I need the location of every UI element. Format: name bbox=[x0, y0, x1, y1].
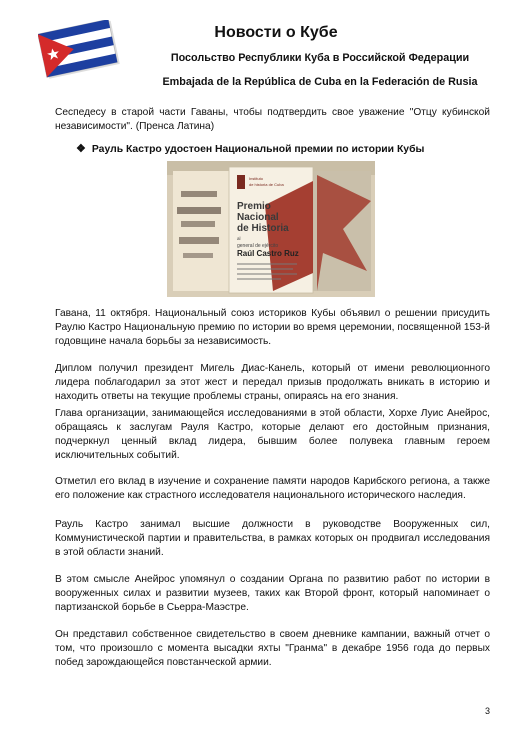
article-paragraph: Рауль Кастро занимал высшие должности в руководстве Вооруженных сил, Коммунистической партии и правительства, в рамках которых он продвигал исследования в этой области знаний. bbox=[55, 519, 490, 558]
article-paragraph: В этом смысле Анейрос упомянул о создании Органа по развитию работ по истории в вооруженных силах и развитии музеев, таких как Второй фронт, который напоминает о партизанской борьбе в Сьерра-Маэстре. bbox=[55, 574, 490, 613]
embassy-name-es: Embajada de la República de Cuba en la Federación de Rusia bbox=[162, 76, 478, 88]
book-laureate-name: Raúl Castro Ruz bbox=[237, 249, 299, 258]
embassy-name-ru: Посольство Республики Куба в Российской Федерации bbox=[170, 52, 470, 64]
book-small-word: al bbox=[237, 236, 241, 241]
intro-paragraph: Сеспедесу в старой части Гаваны, чтобы подтвердить свое уважение "Отцу кубинской независимости". (Пренса Латина) bbox=[55, 107, 490, 132]
book-title-line2: Nacional bbox=[237, 212, 279, 223]
article-paragraph: Диплом получил президент Мигель Диас-Канель, который от имени революционного лидера поблагодарил за этот жест и передал призыв продолжать вникать в историю и находить ответы на текущие проблемы страны, опираясь на его знания. bbox=[55, 363, 490, 402]
article-paragraph: Гавана, 11 октября. Национальный союз историков Кубы объявил о решении присудить Раулю Кастро Национальную премию по истории во время церемонии, посвященной 153-й годовщине начала борьбы за независимость. bbox=[55, 308, 490, 347]
article-heading-text: Рауль Кастро удостоен Национальной премии по истории Кубы bbox=[91, 144, 425, 155]
article-heading bbox=[76, 142, 424, 155]
article-paragraph: Глава организации, занимающейся исследованиями в этой области, Хорхе Луис Анейрос, обращаясь к заслугам Рауля Кастро, которые делают его достойным признания, подчеркнул ценный вклад лидера, бывшим более полувека главным героем исключительных событий. bbox=[55, 408, 490, 461]
article-paragraph: Он представил собственное свидетельство в своем дневнике кампании, важный отчет о том, что произошло с момента высадки яхты "Гранма" в декабре 1956 года до первых побед зарождающейся повстанческой армии. bbox=[55, 629, 490, 668]
article-paragraph: Отметил его вклад в изучение и сохранение памяти народов Карибского региона, а также его положение как страстного исследователя национального исторического наследия. bbox=[55, 476, 490, 501]
book-institute-line1: Instituto bbox=[249, 176, 264, 181]
page-number: 3 bbox=[484, 706, 490, 716]
book-institute-line2: de historia de Cuba bbox=[249, 182, 284, 187]
book-title-line1: Premio bbox=[237, 201, 271, 212]
book-title-line3: de Historia bbox=[237, 223, 289, 234]
article-photo bbox=[167, 161, 375, 297]
diamond-bullet-icon: ❖ bbox=[76, 143, 86, 155]
page-title: Новости о Кубе bbox=[214, 24, 338, 41]
book-rank: general de ejército bbox=[237, 243, 279, 249]
